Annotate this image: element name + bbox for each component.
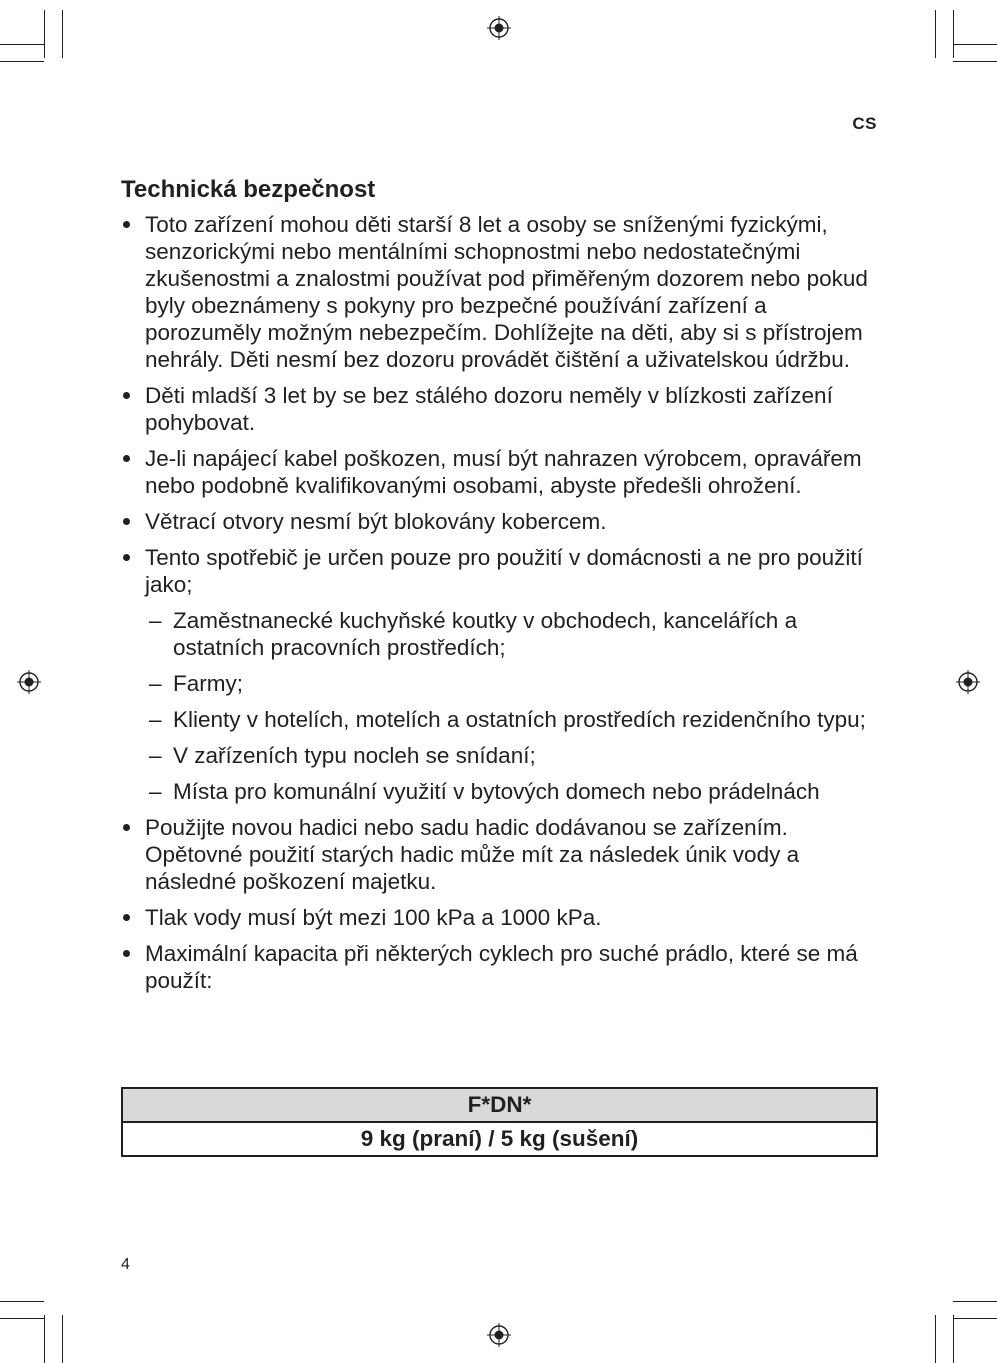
list-item: Toto zařízení mohou děti starší 8 let a osoby se sníženými fyzickými, senzorickými nebo mentálními schopnostmi nebo nedostatečnými zkušenostmi a znalostmi používat pod přiměřeným dozorem nebo pokud byly obeznámeny s pokyny pro bezpečné používání zařízení a porozuměly možným nebezpečím. Dohlížejte na děti, aby si s přístrojem nehrály. Děti nesmí bez dozoru provádět čištění a uživatelskou údržbu. [121, 211, 881, 373]
safety-list [121, 211, 881, 994]
table-header-row [122, 1088, 877, 1122]
table-header-cell: F*DN* [122, 1088, 877, 1122]
list-item: Děti mladší 3 let by se bez stálého dozoru neměly v blízkosti zařízení pohybovat. [121, 382, 881, 436]
list-item: Je-li napájecí kabel poškozen, musí být nahrazen výrobcem, opravářem nebo podobně kvalifikovanými osobami, abyste předešli ohrožení. [121, 445, 881, 499]
registration-mark-icon [17, 670, 41, 694]
crop-mark [953, 10, 954, 58]
crop-mark [953, 1318, 997, 1319]
sub-list-item: – Farmy; [145, 670, 881, 697]
crop-mark [62, 10, 63, 58]
crop-mark [0, 61, 44, 62]
sub-list-item: – Klienty v hotelích, motelích a ostatních prostředích rezidenčního typu; [145, 706, 881, 733]
crop-mark [44, 10, 45, 58]
sub-list-item: – V zařízeních typu nocleh se snídaní; [145, 742, 881, 769]
list-item: Použijte novou hadici nebo sadu hadic dodávanou se zařízením. Opětovné použití starých hadic může mít za následek únik vody a následné poškození majetku. [121, 814, 881, 895]
table-cell: 9 kg (praní) / 5 kg (sušení) [122, 1122, 877, 1156]
registration-mark-icon [956, 670, 980, 694]
list-item: Maximální kapacita při některých cyklech pro suché prádlo, které se má použít: [121, 940, 881, 994]
crop-mark [953, 1315, 954, 1363]
capacity-table [121, 1087, 878, 1157]
language-code: CS [852, 114, 877, 133]
crop-mark [0, 1301, 44, 1302]
crop-mark [953, 61, 997, 62]
crop-mark [0, 44, 44, 45]
crop-mark [935, 10, 936, 58]
list-item [121, 544, 881, 805]
table-row [122, 1122, 877, 1156]
list-item-text: Tento spotřebič je určen pouze pro použití v domácnosti a ne pro použití jako; [145, 545, 863, 597]
usage-sub-list [145, 607, 881, 805]
crop-mark [953, 1301, 997, 1302]
registration-mark-icon [487, 16, 511, 40]
crop-mark [0, 1318, 44, 1319]
page-number: 4 [121, 1256, 130, 1273]
crop-mark [953, 44, 997, 45]
list-item: Větrací otvory nesmí být blokovány kobercem. [121, 508, 881, 535]
sub-list-item: – Místa pro komunální využití v bytových domech nebo prádelnách [145, 778, 881, 805]
registration-mark-icon [487, 1323, 511, 1347]
crop-mark [62, 1315, 63, 1363]
crop-mark [935, 1315, 936, 1363]
technical-safety-section [121, 174, 881, 1003]
list-item: Tlak vody musí být mezi 100 kPa a 1000 kPa. [121, 904, 881, 931]
crop-mark [44, 1315, 45, 1363]
section-title: Technická bezpečnost [121, 176, 376, 203]
sub-list-item: – Zaměstnanecké kuchyňské koutky v obchodech, kancelářích a ostatních pracovních prostředích; [145, 607, 881, 661]
